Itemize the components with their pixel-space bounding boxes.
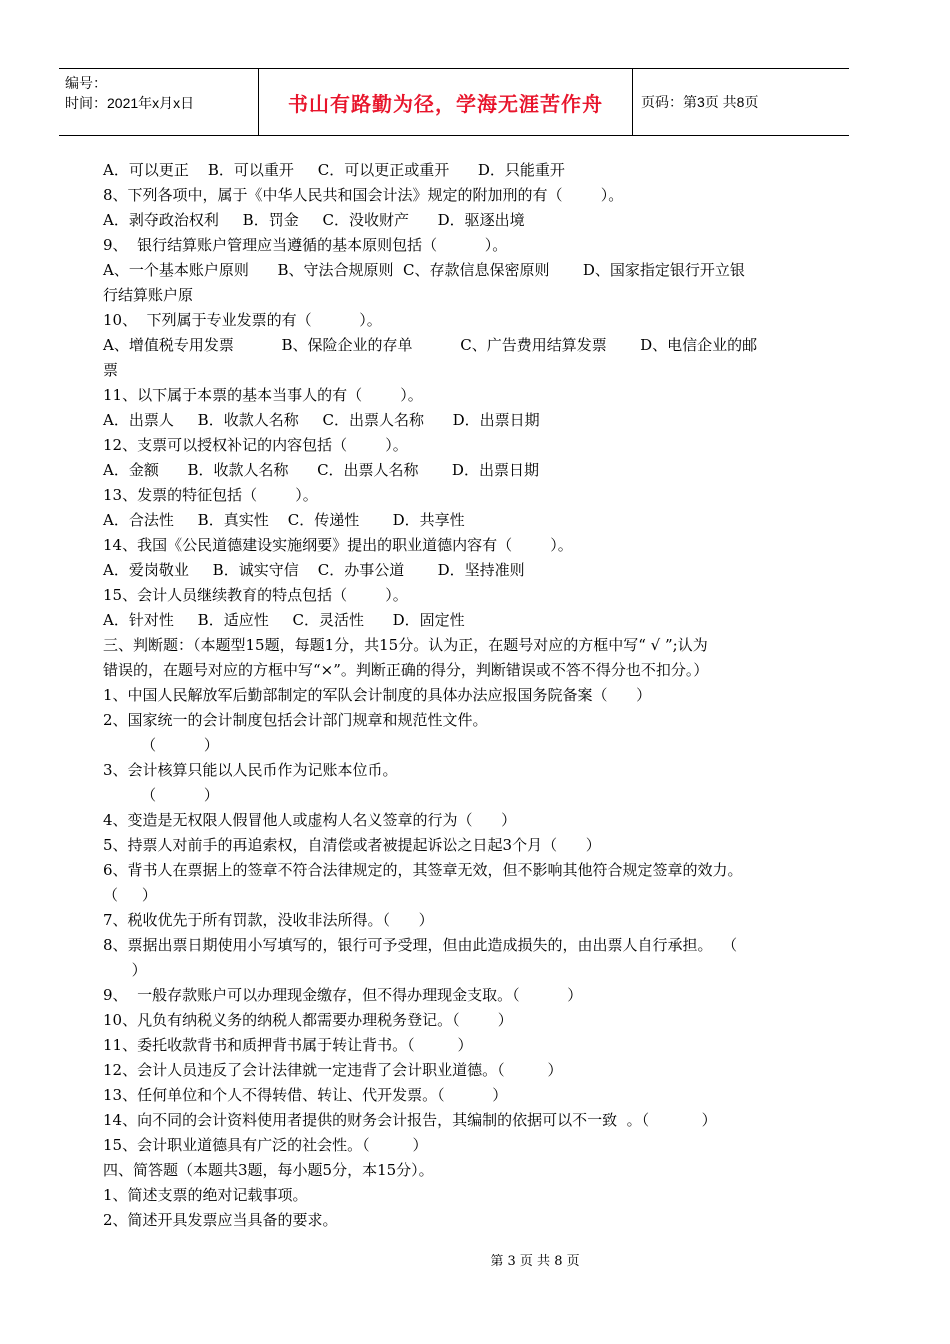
header-page-number: 页码：第3页 共8页 (641, 94, 759, 110)
document-time: 时间：2021年x月x日 (65, 95, 195, 111)
text-line: 8、票据出票日期使用小写填写的，银行可予受理，但由此造成损失的，由出票人自行承担。 （ (103, 936, 738, 954)
text-line: 10、 下列属于专业发票的有（ ）。 (103, 311, 382, 329)
text-line: A．可以更正 B．可以重开 C．可以更正或重开 D．只能重开 (103, 161, 565, 179)
text-line: 2、国家统一的会计制度包括会计部门规章和规范性文件。 (103, 711, 488, 729)
document-body (103, 158, 818, 1233)
text-line: A．爱岗敬业 B．诚实守信 C．办事公道 D．坚持准则 (103, 561, 525, 579)
text-line: 3、会计核算只能以人民币作为记账本位币。 (103, 761, 398, 779)
page-header (59, 68, 849, 136)
text-line: 错误的，在题号对应的方框中写“×”。判断正确的得分，判断错误或不答不得分也不扣分。） (103, 661, 709, 679)
text-line: ） (103, 961, 147, 979)
text-line: 9、 一般存款账户可以办理现金缴存，但不得办理现金支取。（ ） (103, 986, 583, 1004)
text-line: （ ） (103, 886, 157, 904)
text-line: 1、简述支票的绝对记载事项。 (103, 1186, 308, 1204)
text-line: 12、支票可以授权补记的内容包括（ ）。 (103, 436, 408, 454)
text-line: 四、简答题（本题共3题，每小题5分，本15分）。 (103, 1161, 434, 1179)
text-line: 2、简述开具发票应当具备的要求。 (103, 1211, 338, 1229)
text-line: 14、向不同的会计资料使用者提供的财务会计报告，其编制的依据可以不一致 。（ ） (103, 1111, 717, 1129)
text-line: 13、任何单位和个人不得转借、转让、代开发票。（ ） (103, 1086, 508, 1104)
text-line: 6、背书人在票据上的签章不符合法律规定的，其签章无效，但不影响其他符合规定签章的效力。 (103, 861, 743, 879)
text-line: 4、变造是无权限人假冒他人或虚构人名义签章的行为（ ） (103, 811, 517, 829)
document-number: 编号： (65, 75, 107, 91)
text-line: 11、以下属于本票的基本当事人的有（ ）。 (103, 386, 423, 404)
text-line: A、一个基本账户原则 B、守法合规原则 C、存款信息保密原则 D、国家指定银行开立银 (103, 261, 745, 279)
text-line: A．合法性 B．真实性 C．传递性 D．共享性 (103, 511, 465, 529)
text-line: 9、 银行结算账户管理应当遵循的基本原则包括（ ）。 (103, 236, 508, 254)
text-line: 10、凡负有纳税义务的纳税人都需要办理税务登记。（ ） (103, 1011, 513, 1029)
page-footer: 第 3 页 共 8 页 (490, 1254, 580, 1269)
text-line: 行结算账户原 (103, 286, 194, 304)
text-line: 11、委托收款背书和质押背书属于转让背书。（ ） (103, 1036, 473, 1054)
text-line: （ ） (103, 786, 219, 804)
text-line: （ ） (103, 736, 219, 754)
text-line: 12、会计人员违反了会计法律就一定违背了会计职业道德。（ ） (103, 1061, 563, 1079)
text-line: A、增值税专用发票 B、保险企业的存单 C、广告费用结算发票 D、电信企业的邮 (103, 336, 758, 354)
text-line: 14、我国《公民道德建设实施纲要》提出的职业道德内容有（ ）。 (103, 536, 573, 554)
text-line: 1、中国人民解放军后勤部制定的军队会计制度的具体办法应报国务院备案（ ） (103, 686, 652, 704)
text-line: A．剥夺政治权利 B．罚金 C．没收财产 D．驱逐出境 (103, 211, 525, 229)
header-motto: 书山有路勤为径，学海无涯苦作舟 (259, 69, 633, 135)
text-line: 15、会计职业道德具有广泛的社会性。（ ） (103, 1136, 428, 1154)
text-line: 5、持票人对前手的再追索权，自清偿或者被提起诉讼之日起3个月（ ） (103, 836, 601, 854)
text-line: 13、发票的特征包括（ ）。 (103, 486, 318, 504)
text-line: 15、会计人员继续教育的特点包括（ ）。 (103, 586, 408, 604)
header-meta (59, 69, 259, 135)
text-line: 三、判断题：（本题型15题，每题1分，共15分。认为正，在题号对应的方框中写“ √ ”;认为 (103, 636, 708, 654)
text-line: A．出票人 B．收款人名称 C．出票人名称 D．出票日期 (103, 411, 540, 429)
text-line: A．针对性 B．适应性 C．灵活性 D．固定性 (103, 611, 465, 629)
text-line: 7、税收优先于所有罚款，没收非法所得。（ ） (103, 911, 434, 929)
text-line: A．金额 B．收款人名称 C．出票人名称 D．出票日期 (103, 461, 539, 479)
text-line: 8、下列各项中，属于《中华人民共和国会计法》规定的附加刑的有（ ）。 (103, 186, 624, 204)
text-line: 票 (103, 361, 119, 379)
